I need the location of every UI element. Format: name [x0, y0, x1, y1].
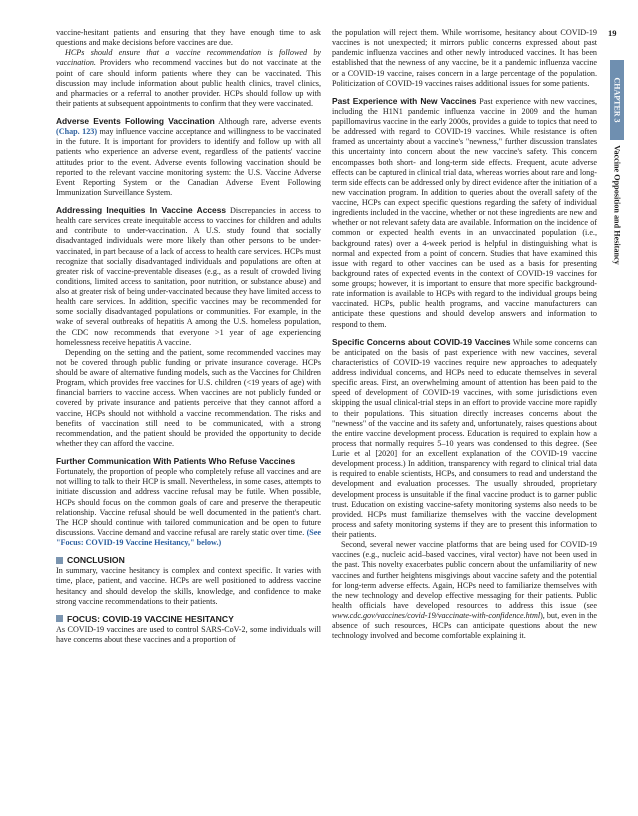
paragraph-text: While some concerns can be anticipated on the basis of past experience with new vaccines, several characteristics of COVID-19 vaccines require new approaches to adequately address individual concerns, and HCPs need to educate themselves in several specific areas. First, an overwhelming amount of attention has been paid to the speed of development of COVID-19 vaccines, with some jurisdictions even skipping the usual clinical-trial steps in an effort to provide vaccine more rapidly to their populations. This situation directly increases concerns about the "newness" of the vaccine and its safety and, unfortunately, raises questions about the entire vaccine development process. Education is required to explain how a process that normally requires 5–10 years was condensed to this degree. (See Lurie et al [2020] for an excellent explanation of the COVID-19 vaccine development process.) In addition, transparency with regard to clinical trial data is required to enable scientists, HCPs, and consumers to read and understand the development and evaluation processes. The usually shrouded, proprietary development process is unsuitable if the final vaccine product is to garner public trust. Education on existing vaccine-safety monitoring systems also needs to be provided. HCPs must familiarize themselves with the vaccine development process and safety monitoring systems if they are to present this information to their patients. [332, 337, 597, 539]
paragraph: In summary, vaccine hesitancy is complex and context specific. It varies with time, place, patient, and vaccine. HCPs are well positioned to address vaccine hesitancy and should develop the skills, knowledge, and confidence to make strong vaccine recommendations to their patients. [56, 566, 321, 606]
subheading-specific-concerns: Specific Concerns about COVID-19 Vaccines [332, 336, 511, 347]
paragraph [332, 337, 597, 541]
section-link[interactable]: (See "Focus: COVID-19 Vaccine Hesitancy," below.) [56, 527, 321, 547]
left-column [56, 28, 321, 645]
subheading-further-communication [56, 456, 321, 467]
subheading-past-experience: Past Experience with New Vaccines [332, 95, 477, 106]
page-number: 19 [608, 28, 617, 38]
paragraph: the population will reject them. While worrisome, hesitancy about COVID-19 vaccines is not unexpected; it mirrors public concerns expressed about past pandemic influenza vaccines and other newly introduced vaccines. It has been established that the newness of any vaccine, be it a pandemic influenza vaccine or a COVID-19 vaccine, raises concern in a large percentage of the population. Politicization of COVID-19 vaccines raises additional issues for some patients. [332, 28, 597, 88]
subheading-adverse-events: Adverse Events Following Vaccination [56, 116, 215, 126]
paragraph [56, 205, 321, 348]
paragraph-text: Fortunately, the proportion of people who completely refuse all vaccines and are not willing to talk to their HCP is small. Nevertheless, in some cases, attempts to initiate discussion and address vaccine refusal may be futile. When possible, HCPs should focus on the common goals of care and preserve the therapeutic relationship. Vaccine refusal should be well documented in the patient's chart. The HCP should continue with tailored communication and be open to future discussions. Vaccine demand and vaccine refusal are rarely static over time. [56, 467, 321, 537]
right-column [332, 28, 597, 641]
square-bullet-icon [56, 615, 63, 622]
paragraph [56, 116, 321, 198]
paragraph [332, 96, 597, 330]
paragraph-text: Past experience with new vaccines, including the H1N1 pandemic influenza vaccine in 2009 and the human papillomavirus vaccine in the early 2000s, provides a guide to topics that need to be addressed with regard to COVID-19 vaccines. While resistance is often framed as uncertainty about a vaccine's "newness," further discussion translates this uncertainty into concern about the new vaccine's safety. This concern encompasses both short- and long-term side effects. Frequent, acute adverse effects can be captured in clinical trial data, whereas worries about rare and long-term side effects can be addressed only by direct evidence after the initiation of a new vaccination program. In addition to queries about the overall safety of the vaccine, HCPs can expect specific questions regarding the safety of individual ingredients included in the vaccine, whether or not these ingredients are new and whether or not relevant safety data are available. Information on the incidence of common or expected health events in an unvaccinated population (i.e., background rates) over a 4-week period is helpful in distinguishing what is normal and expected from a point of concern. Studies that have examined this issue with regard to other vaccines can be used as a basis for presenting background rates of expected events in the context of COVID-19 vaccines for some groups; however, it is important to ensure that more specific background-rate information is available to HCPs with regard to the individual groups being vaccinated. HCPs, public health programs, and vaccine manufacturers can anticipate these questions and should develop answers and information to respond to them. [332, 96, 597, 329]
section-heading-text: FOCUS: COVID-19 VACCINE HESITANCY [67, 613, 234, 624]
chapter-tab-label: CHAPTER 3 [612, 77, 622, 123]
running-title: Vaccine Opposition and Hesitancy [612, 145, 622, 265]
paragraph: Depending on the setting and the patient, some recommended vaccines may not be covered through public funding or private insurance coverage. HCPs should be aware of alternative funding models, such as the Vaccines for Children Program, which provides free vaccines for U.S. children (<19 years of age) with financial barriers to vaccine access. When vaccines are not publicly funded or covered by private insurance and patients perceive that they cannot afford a vaccine, HCPs should not withhold a vaccine recommendation. The risks and benefits of vaccination still need to be communicated, with a strong recommendation, and the patient should be provided the opportunity to decide whether they can afford the vaccine. [56, 347, 321, 448]
section-heading-focus [56, 614, 321, 624]
paragraph-text: Although rare, adverse events [214, 117, 321, 126]
subheading-text: Further Communication With Patients Who Refuse Vaccines [56, 456, 296, 466]
paragraph-text: Providers who recommend vaccines but do not vaccinate at the point of care should inform patients where they can be vaccinated. This discussion may include information about public health clinics, travel clinics, and pharmacies or a referral to another provider. HCPs should follow up with their patients at subsequent appointments to confirm that they were vaccinated. [56, 58, 321, 108]
paragraph [332, 540, 597, 641]
chapter-link[interactable]: (Chap. 123) [56, 127, 98, 137]
paragraph [56, 48, 321, 109]
url-text[interactable]: www.cdc.gov/vaccines/covid-19/vaccinate-with-confidence.html [332, 611, 541, 620]
paragraph: vaccine-hesitant patients and ensuring that they have enough time to ask questions and make decisions before vaccines are due. [56, 28, 321, 48]
paragraph-text: Discrepancies in access to health care services create inequitable access to vaccines for children and adults and contribute to under-vaccination. A U.S. study found that socially disadvantaged individuals were more likely than other persons to be under-vaccinated, in part because of a lack of access to health care services. HCPs must recognize that socially disadvantaged individuals and populations are often at greater risk of vaccine-preventable diseases (e.g., as a result of crowded living conditions, limited access to sanitation, poor nutrition, or substance abuse) and also at greater risk of being under-vaccinated because they have limited access to health care services. In addition, specific vaccines may be recommended for some socially disadvantaged populations or communities. For example, in the wake of several outbreaks of hepatitis A among the U.S. homeless population, the CDC now recommends that everyone >1 year of age experiencing homelessness receive hepatitis A vaccine. [56, 206, 321, 347]
section-heading-conclusion [56, 555, 321, 565]
paragraph [56, 467, 321, 548]
subheading-inequities: Addressing Inequities In Vaccine Access [56, 205, 227, 215]
emphasis-text: HCPs should ensure that a vaccine recommendation is followed by vaccination. [56, 48, 321, 68]
paragraph-text: ), but, even in the absence of such resources, HCPs can anticipate questions about the new technology involved and become comfortable explaining it. [332, 611, 597, 641]
paragraph: As COVID-19 vaccines are used to control SARS-CoV-2, some individuals will have concerns about these vaccines and a proportion of [56, 624, 321, 644]
paragraph-text: Second, several newer vaccine platforms that are being used for COVID-19 vaccines (e.g., nucleic acid–based vaccines, viral vector) have not been used in the past. This novelty exacerbates public concern about the unfamiliarity of new vaccines and further heightens misgivings about vaccine safety and the potential for long-term adverse effects. Again, HCPs need to familiarize themselves with the new technology and develop effective messaging for their patients. Public health officials have developed resources to address this issue (see [332, 540, 597, 610]
paragraph-text: may influence vaccine acceptance and willingness to be vaccinated in the future. It is important for providers to identify and follow up with all patients who experience an adverse event, regardless of the patients' vaccine attitudes prior to the event. Adverse events following vaccination should be reported to the relevant vaccine monitoring system: the U.S. Vaccine Adverse Event Reporting System or the Canadian Adverse Event Following Immunization Surveillance System. [56, 127, 321, 197]
square-bullet-icon [56, 557, 63, 564]
section-heading-text: CONCLUSION [67, 555, 125, 566]
